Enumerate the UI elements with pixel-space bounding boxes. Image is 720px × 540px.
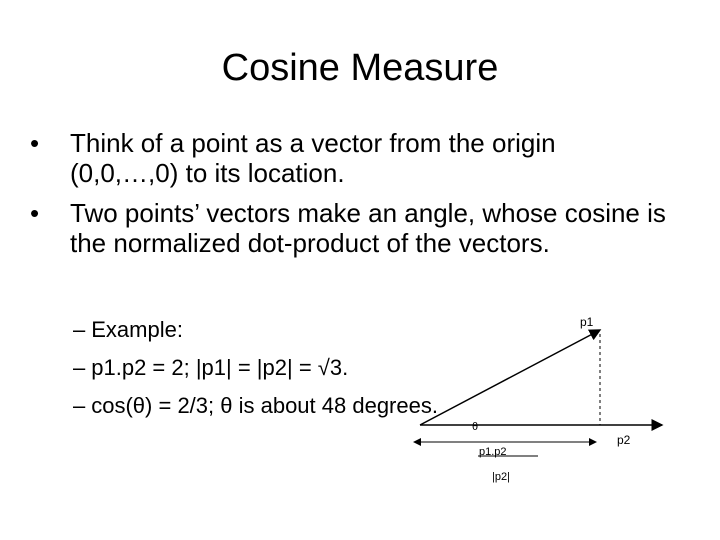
sub-bullet-text: cos(θ) = 2/3; θ is about 48 degrees. <box>91 393 438 418</box>
sub-bullet-marker: – <box>73 317 86 342</box>
bullet-text: Two points’ vectors make an angle, whose cosine is the normalized dot-product of the vectors. <box>70 198 666 258</box>
label-p2: p2 <box>617 433 631 447</box>
label-dot-product: p1.p2 <box>479 446 507 458</box>
sub-bullet-marker: – <box>73 393 86 418</box>
label-theta: θ <box>472 421 479 433</box>
bullet-text: Think of a point as a vector from the origin (0,0,…,0) to its location. <box>70 128 556 188</box>
sub-bullet-text: p1.p2 = 2; |p1| = |p2| = √3. <box>91 355 349 380</box>
label-p1: p1 <box>580 315 594 329</box>
label-norm: |p2| <box>492 471 510 483</box>
sub-bullet-text: Example: <box>91 317 183 342</box>
bullet-marker: • <box>30 128 40 158</box>
p1-vector <box>420 330 600 425</box>
sub-bullet-marker: – <box>73 355 86 380</box>
bullet-marker: • <box>30 198 40 228</box>
slide-title: Cosine Measure <box>221 47 499 89</box>
